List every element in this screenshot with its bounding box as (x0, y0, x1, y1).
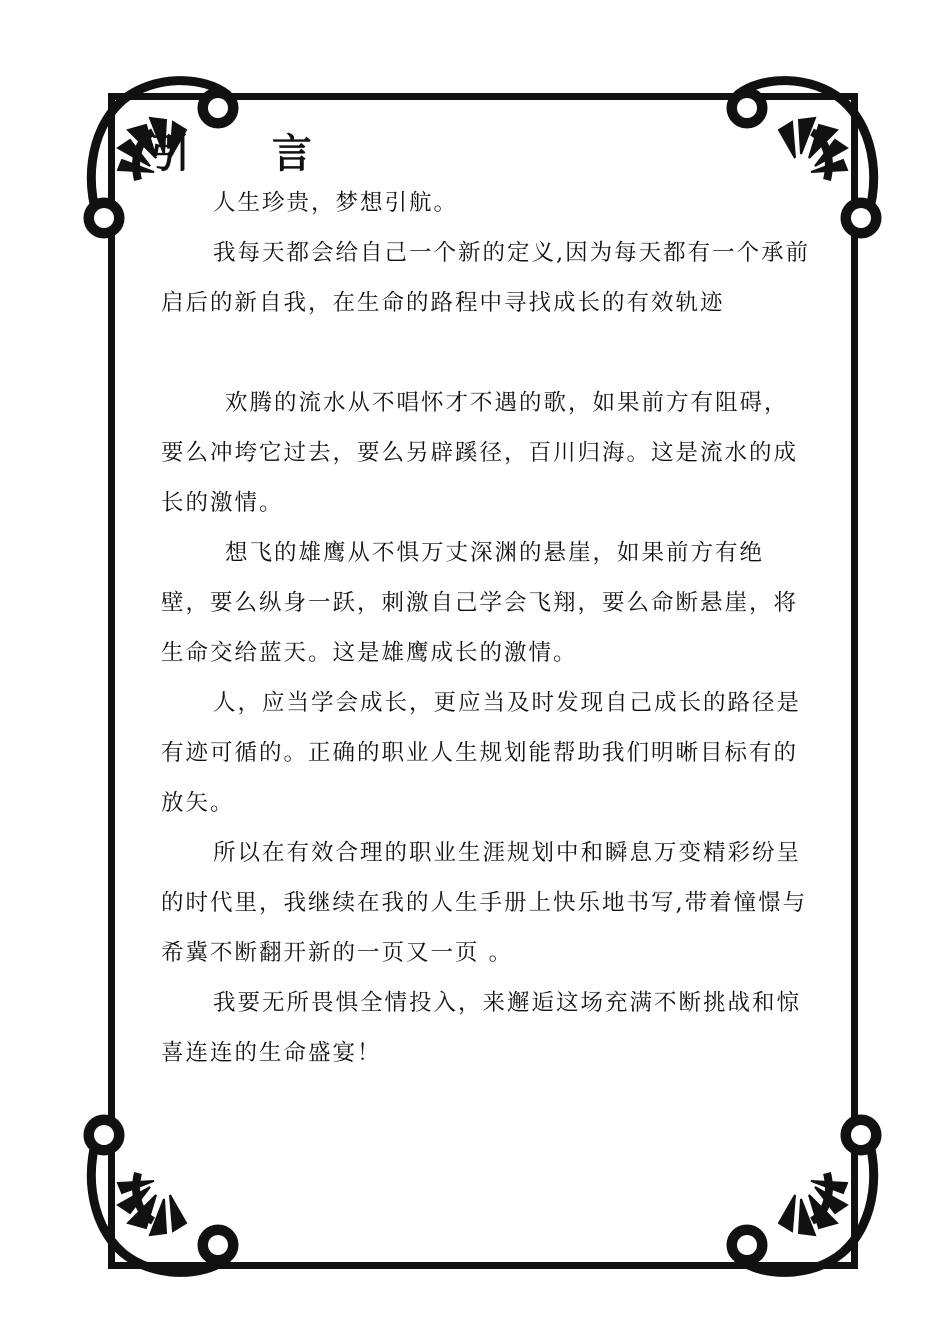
page-title: 引 言 (150, 131, 346, 177)
paragraph-2: 我每天都会给自己一个新的定义,因为每天都有一个承前启后的新自我，在生命的路程中寻找成长的有效轨迹 (161, 240, 811, 316)
paragraph-6: 所以在有效合理的职业生涯规划中和瞬息万变精彩纷呈的时代里，我继续在我的人生手册上快乐地书写,带着憧憬与希冀不断翻开新的一页又一页 。 (161, 840, 808, 966)
paragraph-3: 欢腾的流水从不唱怀才不遇的歌，如果前方有阻碍，要么冲垮它过去，要么另辟蹊径，百川归海。这是流水的成长的激情。 (161, 390, 799, 516)
document-body (161, 178, 811, 1078)
paragraph-7: 我要无所畏惧全情投入，来邂逅这场充满不断挑战和惊喜连连的生命盛宴！ (161, 990, 802, 1066)
paragraph-1: 人生珍贵，梦想引航。 (213, 190, 459, 216)
paragraph-4: 想飞的雄鹰从不惧万丈深渊的悬崖，如果前方有绝壁，要么纵身一跃，刺激自己学会飞翔，要么命断悬崖，将生命交给蓝天。这是雄鹰成长的激情。 (161, 540, 799, 666)
corner-ornament-bottom-right-icon (712, 1108, 887, 1283)
paragraph-5: 人，应当学会成长，更应当及时发现自己成长的路径是有迹可循的。正确的职业人生规划能帮助我们明晰目标有的放矢。 (161, 690, 802, 816)
corner-ornament-bottom-left-icon (78, 1108, 253, 1283)
